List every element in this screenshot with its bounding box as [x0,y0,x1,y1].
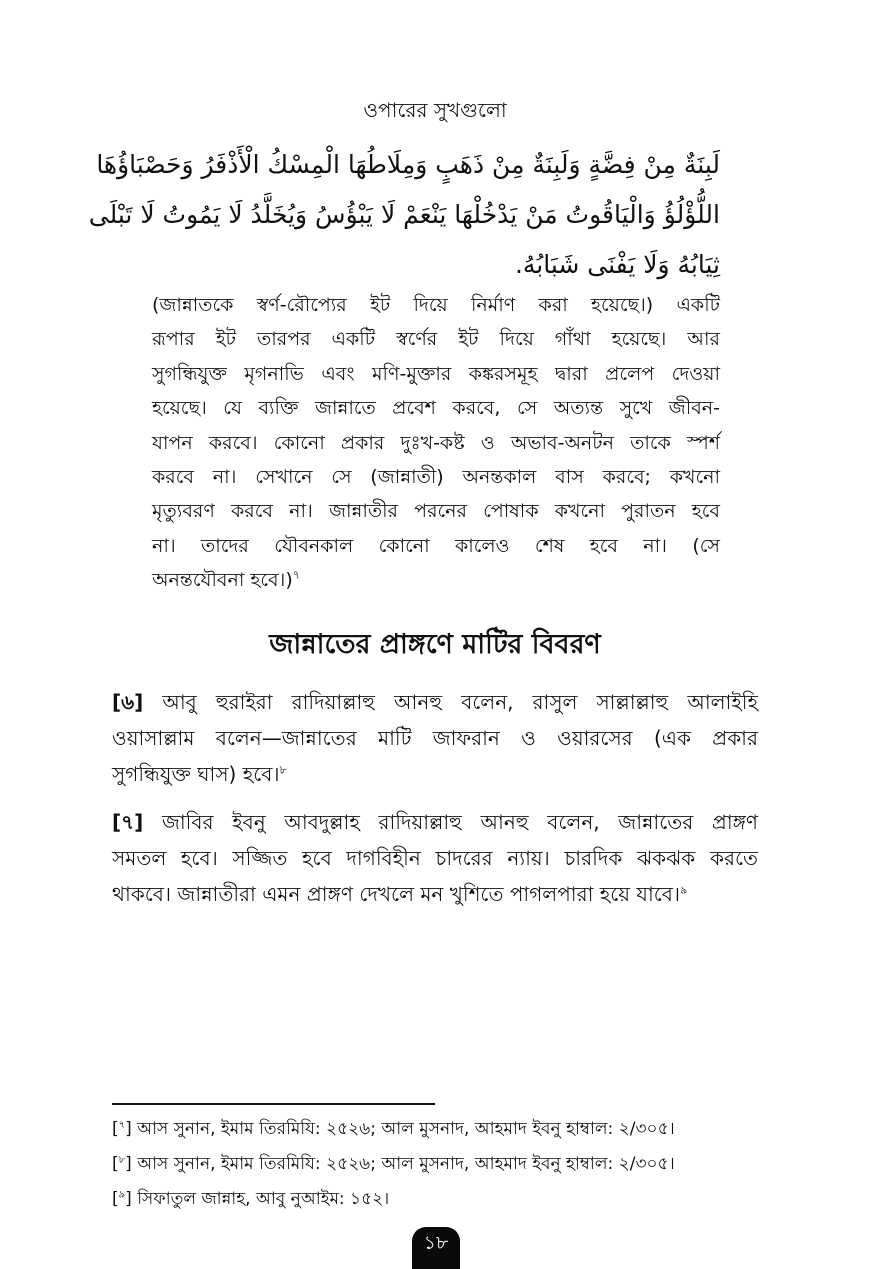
translation-line: অনন্তযৌবনা হবে।) [152,569,293,592]
hadith-line-last [112,876,758,912]
hadith-number: [৬] [112,690,144,714]
translation-line-last [152,563,720,597]
footnote-text: আস সুনান, ইমাম তিরমিযি: ২৫২৬; আল মুসনাদ, আহমাদ ইবনু হাম্বাল: ২/৩০৫। [137,1154,675,1174]
arabic-line: لَبِنَةٌ مِنْ فِضَّةٍ وَلَبِنَةٌ مِنْ ذَهَبٍ وَمِلَاطُهَا الْمِسْكُ الْأَذْفَرُ وَحَصْبَاؤُهَا [96,150,720,179]
hadith-text: আবু হুরাইরা রাদিয়াল্লাহু আনহু বলেন, রাসুল সাল্লাল্লাহু আলাইহি [162,690,758,714]
translation-line: না। তাদের যৌবনকাল কোনো কালেও শেষ হবে না। (সে [152,534,720,557]
footnote-mark: [$^৭$] [112,1119,132,1139]
translation-line: সুগন্ধিযুক্ত মৃগনাভি এবং মণি-মুক্তার কঙ্করসমূহ দ্বারা প্রলেপ দেওয়া [152,362,720,385]
hadith-line [112,804,758,840]
translation-line: রূপার ইট তারপর একটি স্বর্ণের ইট দিয়ে গাঁথা হয়েছে। আর [152,328,720,351]
hadith-line: ওয়াসাল্লাম বলেন—জান্নাতের মাটি জাফরান ও ওয়ারসের (এক প্রকার [112,726,758,750]
footnote-mark: [$^৮$] [112,1154,132,1174]
footnote-ref-8[interactable]: ৮ [279,763,287,777]
translation-line: করবে না। সেখানে সে (জান্নাতী) অনন্তকাল বাস করবে; কখনো [152,466,720,489]
arabic-line: اللُّؤْلُؤُ وَالْيَاقُوتُ مَنْ يَدْخُلْهَا يَنْعَمْ لَا يَبْؤُسُ وَيُخَلَّدُ لَا يَمُوتُ لَا تَبْلَى [88,200,720,229]
translation-line: মৃত্যুবরণ করবে না। জান্নাতীর পরনের পোষাক কখনো পুরাতন হবে [152,500,720,523]
footnote-ref-7[interactable]: ৭ [292,568,300,582]
footnotes [112,1114,772,1219]
page-number: ১৮ [412,1227,460,1269]
translation-line: যাপন করবে। কোনো প্রকার দুঃখ-কষ্ট ও অভাব-অনটন তাকে স্পর্শ [152,431,720,454]
hadith-number: [৭] [112,810,144,834]
footnote-divider [112,1103,435,1105]
footnote-text: আস সুনান, ইমাম তিরমিযি: ২৫২৬; আল মুসনাদ, আহমাদ ইবনু হাম্বাল: ২/৩০৫। [137,1119,675,1139]
running-header: ওপারের সুখগুলো [363,98,507,122]
hadith-6-paragraph [112,684,758,792]
footnote-item [112,1114,772,1149]
hadith-7-paragraph [112,804,758,912]
translation-paragraph [152,288,720,598]
arabic-line: ثِيَابُهُ وَلَا يَفْنَى شَبَابُهُ. [514,250,720,279]
translation-line: (জান্নাতকে স্বর্ণ-রৌপ্যের ইট দিয়ে নির্মাণ করা হয়েছে।) একটি [152,294,720,316]
footnote-item [112,1184,772,1219]
hadith-line [112,684,758,720]
arabic-hadith-text [88,140,720,290]
footnote-mark: [$^৯$] [112,1189,132,1209]
footnote-ref-9[interactable]: ৯ [680,883,688,897]
footnote-item [112,1149,772,1184]
translation-line: হয়েছে। যে ব্যক্তি জান্নাতে প্রবেশ করবে, সে অত্যন্ত সুখে জীবন- [152,397,720,420]
hadith-line-last [112,756,758,792]
section-heading: জান্নাতের প্রাঙ্গণে মাটির বিবরণ [269,629,601,660]
footnote-text: সিফাতুল জান্নাহ, আবু নুআইম: ১৫২। [137,1189,390,1209]
hadith-text: জাবির ইবনু আবদুল্লাহ রাদিয়াল্লাহু আনহু বলেন, জান্নাতের প্রাঙ্গণ [161,810,759,834]
hadith-text: থাকবে। জান্নাতীরা এমন প্রাঙ্গণ দেখলে মন খুশিতে পাগলপারা হয়ে যাবে। [112,882,681,906]
hadith-line: সমতল হবে। সজ্জিত হবে দাগবিহীন চাদরের ন্যায়। চারদিক ঝকঝক করতে [112,846,758,870]
hadith-text: সুগন্ধিযুক্ত ঘাস) হবে। [112,762,280,786]
